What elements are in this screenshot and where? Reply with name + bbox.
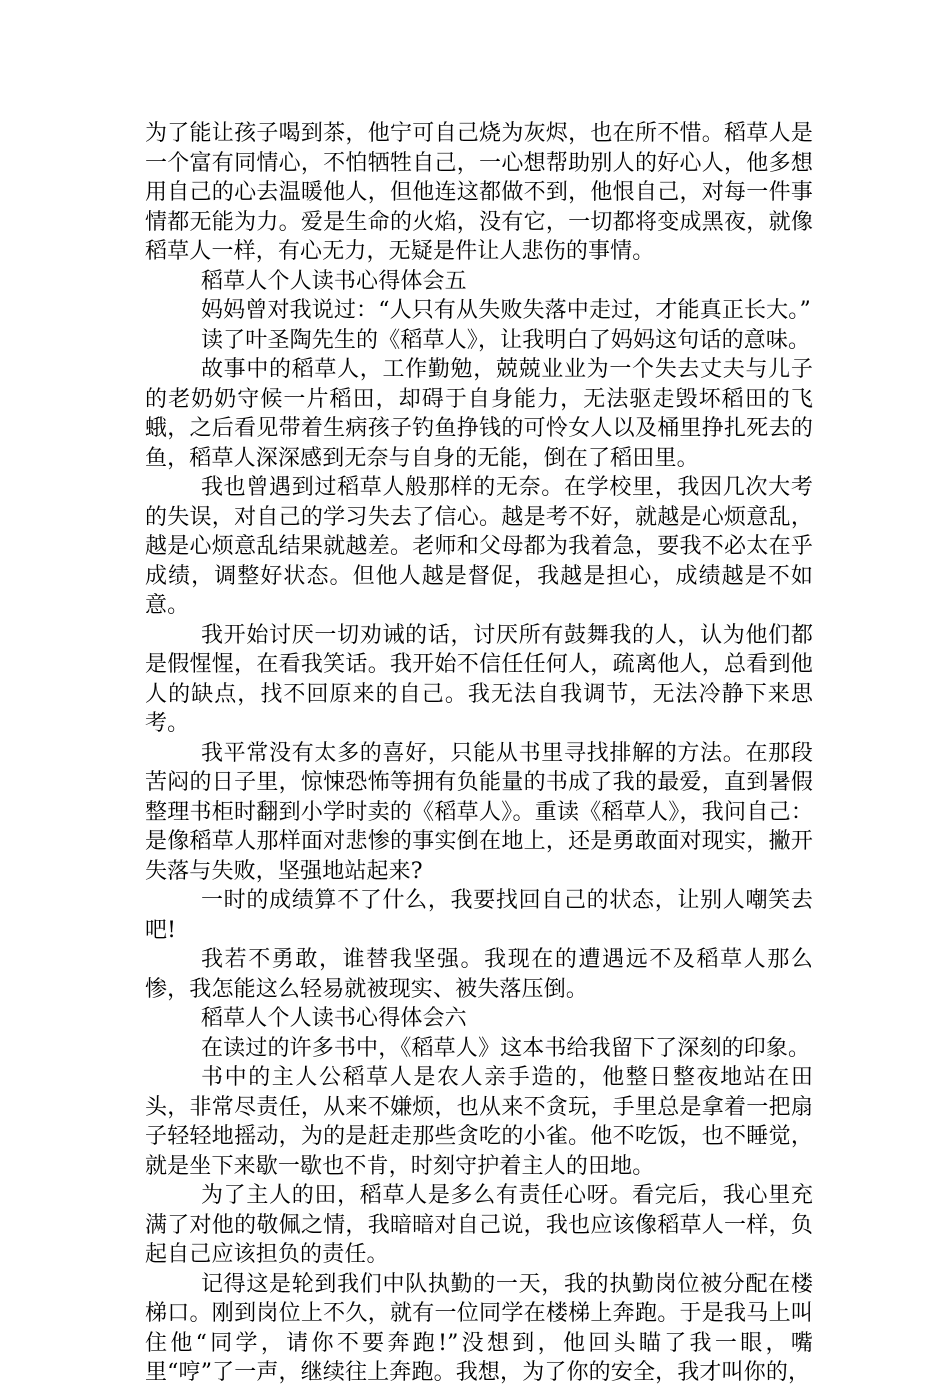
paragraph-4: 故事中的稻草人，工作勤勉，兢兢业业为一个失去丈夫与儿子的老奶奶守候一片稻田，却碍于自身能力，无法驱走毁坏稻田的飞蛾，之后看见带着生病孩子钓鱼挣钱的可怜女人以及桶里挣扎死去的鱼，稻草人深深感到无奈与自身的无能，倒在了稻田里。 bbox=[145, 357, 813, 471]
section-heading-6: 稻草人个人读书心得体会六 bbox=[201, 1006, 467, 1031]
paragraph-1: 为了能让孩子喝到茶，他宁可自己烧为灰烬，也在所不惜。稻草人是一个富有同情心，不怕牺牲自己，一心想帮助别人的好心人，他多想用自己的心去温暖他人，但他连这都做不到，他恨自己，对每一件事情都无能为力。爱是生命的火焰，没有它，一切都将变成黑夜，就像稻草人一样，有心无力，无疑是件让人悲伤的事情。 bbox=[145, 121, 813, 264]
paragraph-13: 记得这是轮到我们中队执勤的一天，我的执勤岗位被分配在楼梯口。刚到岗位上不久，就有一位同学在楼梯上奔跑。于是我马上叫住他“同学，请你不要奔跑!”没想到，他回头瞄了我一眼，嘴里“哼”了一声，继续往上奔跑。我想，为了你的安全，我才叫你的， bbox=[145, 1271, 813, 1385]
paragraph-9: 我若不勇敢，谁替我坚强。我现在的遭遇远不及稻草人那么惨，我怎能这么轻易就被现实、被失落压倒。 bbox=[145, 947, 813, 1002]
paragraph-6: 我开始讨厌一切劝诫的话，讨厌所有鼓舞我的人，认为他们都是假惺惺，在看我笑话。我开始不信任任何人，疏离他人，总看到他人的缺点，找不回原来的自己。我无法自我调节，无法冷静下来思考。 bbox=[145, 622, 813, 736]
paragraph-2: 妈妈曾对我说过：“人只有从失败失落中走过，才能真正长大。” bbox=[201, 298, 811, 323]
paragraph-10: 在读过的许多书中，《稻草人》这本书给我留下了深刻的印象。 bbox=[201, 1035, 811, 1061]
document-body bbox=[145, 119, 813, 1388]
paragraph-3: 读了叶圣陶先生的《稻草人》，让我明白了妈妈这句话的意味。 bbox=[201, 327, 811, 353]
paragraph-7: 我平常没有太多的喜好，只能从书里寻找排解的方法。在那段苦闷的日子里，惊悚恐怖等拥有负能量的书成了我的最爱，直到暑假整理书柜时翻到小学时卖的《稻草人》。重读《稻草人》，我问自己：是像稻草人那样面对悲惨的事实倒在地上，还是勇敢面对现实，撇开失落与失败，坚强地站起来? bbox=[145, 740, 813, 884]
section-heading-5: 稻草人个人读书心得体会五 bbox=[201, 268, 467, 294]
paragraph-11: 书中的主人公稻草人是农人亲手造的，他整日整夜地站在田头，非常尽责任，从来不嫌烦，也从来不贪玩，手里总是拿着一把扇子轻轻地摇动，为的是赶走那些贪吃的小雀。他不吃饭，也不睡觉，就是坐下来歇一歇也不肯，时刻守护着主人的田地。 bbox=[145, 1065, 813, 1179]
paragraph-12: 为了主人的田，稻草人是多么有责任心呀。看完后，我心里充满了对他的敬佩之情，我暗暗对自己说，我也应该像稻草人一样，负起自己应该担负的责任。 bbox=[145, 1183, 813, 1267]
paragraph-8: 一时的成绩算不了什么，我要找回自己的状态，让别人嘲笑去吧! bbox=[145, 888, 813, 943]
paragraph-5: 我也曾遇到过稻草人般那样的无奈。在学校里，我因几次大考的失误，对自己的学习失去了信心。越是考不好，就越是心烦意乱，越是心烦意乱结果就越差。老师和父母都为我着急，要我不必太在乎成绩，调整好状态。但他人越是督促，我越是担心，成绩越是不如意。 bbox=[145, 475, 813, 618]
